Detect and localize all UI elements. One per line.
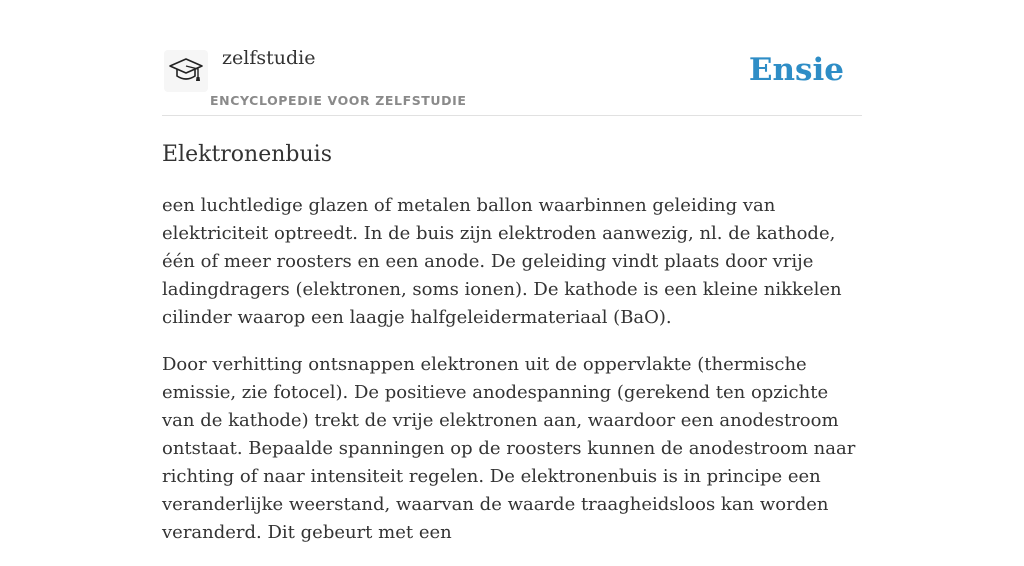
article-body xyxy=(162,192,862,566)
site-title[interactable]: zelfstudie xyxy=(222,47,316,69)
graduation-cap-icon xyxy=(168,56,204,86)
site-subtitle: ENCYCLOPEDIE VOOR ZELFSTUDIE xyxy=(210,93,467,108)
article-paragraph: Door verhitting ontsnappen elektronen uit de oppervlakte (thermische emissie, zie fotocel). De positieve anodespanning (gerekend ten opzichte van de kathode) trekt de vrije elektronen aan, waardoor een anodestroom ontstaat. Bepaalde spanningen op de roosters kunnen de anodestroom naar richting of naar intensiteit regelen. De elektronenbuis is in principe een veranderlijke weerstand, waarvan de waarde traagheidsloos kan worden veranderd. Dit gebeurt met een xyxy=(162,354,856,543)
brand-logo[interactable]: Ensie xyxy=(748,52,844,88)
page-title: Elektronenbuis xyxy=(162,142,332,167)
site-logo[interactable] xyxy=(164,50,208,92)
article-paragraph: een luchtledige glazen of metalen ballon waarbinnen geleiding van elektriciteit optreedt. In de buis zijn elektroden aanwezig, nl. de kathode, één of meer roosters en een anode. De geleiding vindt plaats door vrije ladingdragers (elektronen, soms ionen). De kathode is een kleine nikkelen cilinder waarop een laagje halfgeleidermateriaal (BaO). xyxy=(162,195,842,328)
site-header xyxy=(162,0,862,116)
page xyxy=(162,0,862,543)
